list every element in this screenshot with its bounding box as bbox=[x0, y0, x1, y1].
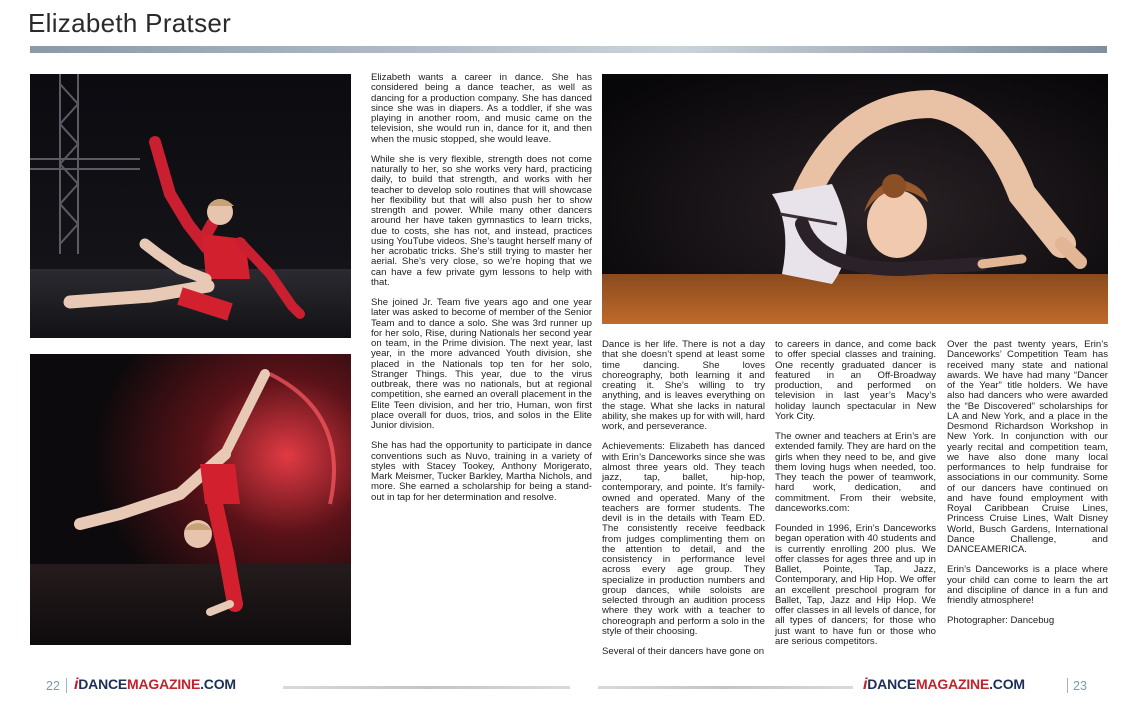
paragraph: The owner and teachers at Erin’s are extended family. They are hard on the girls when they need to be, and give them loving hugs when needed, too. They teach the power of teamwork, hard work, dedication, and commitment. From their website, danceworks.com: bbox=[775, 431, 936, 514]
paragraph: Several of their dancers have gone on bbox=[602, 646, 765, 657]
brand-com: .COM bbox=[200, 676, 236, 692]
brand-logo-left[interactable] bbox=[74, 676, 236, 694]
paragraph: Over the past twenty years, Erin’s Danceworks’ Competition Team has received many state and national awards. We have had many “Dancer of the Year” title holders. We have also had dancers who were awarded the “Be Discovered” scholarships for LA and New York, and a place in the Desmond Richardson Workshop in New York. In conjunction with our yearly recital and competition team, we have also done many local performances to help fundraise for associations in our community. Some of our dancers have continued on and have found employment with Royal Caribbean Cruise Lines, Princess Cruise Lines, Walt Disney World, Busch Gardens, International Dance Challenge, and DANCEAMERICA. bbox=[947, 339, 1108, 555]
brand-dance: DANCE bbox=[867, 676, 917, 692]
article-title: Elizabeth Pratser bbox=[28, 8, 232, 38]
article-column-4 bbox=[947, 340, 1108, 637]
paragraph: Photographer: Dancebug bbox=[947, 615, 1055, 627]
brand-magazine: MAGAZINE bbox=[127, 676, 201, 692]
page-number-left: 22 bbox=[46, 679, 60, 693]
paragraph: Founded in 1996, Erin’s Danceworks began operation with 40 students and is currently enrolling 200 plus. We offer classes for ages three and up in Ballet, Pointe, Tap, Jazz, Contemporary, and Hip Hop. We offer an excellent preschool program for Ballet, Tap, Jazz and Hip Hop. We offer classes in all levels of dance, for all types of dancers; for those who just want to have fun or those who are serious competitors. bbox=[775, 523, 936, 647]
footer-rule-left bbox=[283, 686, 570, 689]
page-number-right: 23 bbox=[1073, 679, 1087, 693]
brand-magazine: MAGAZINE bbox=[916, 676, 990, 692]
photo-dancer-floor-pose bbox=[30, 74, 351, 338]
brand-i: i bbox=[74, 676, 79, 693]
brand-dance: DANCE bbox=[78, 676, 128, 692]
brand-logo-right[interactable] bbox=[863, 676, 1025, 694]
footer-separator bbox=[1067, 678, 1068, 693]
paragraph: She has had the opportunity to participate in dance conventions such as Nuvo, training in a variety of styles with Stacey Tookey, Anthony Morigerato, Mark Meismer, Tucker Barkley, Martha Nichols, and more. She earned a scholarship for being a stand-out in tap for her determination and resolve. bbox=[371, 440, 592, 503]
article-column-3 bbox=[775, 340, 936, 657]
paragraph: Elizabeth wants a career in dance. She has considered being a dance teacher, as well as dancing for a production company. She has danced since she was in diapers. As a toddler, if she was playing in another room, and music came on the television, she would run in, dance for it, and then when the music stopped, she would leave. bbox=[371, 72, 592, 145]
title-divider bbox=[30, 46, 1107, 53]
paragraph: Erin’s Danceworks is a place where your child can come to learn the art and discipline of dance in a fun and friendly atmosphere! bbox=[947, 564, 1108, 606]
article-column-1 bbox=[371, 73, 592, 513]
paragraph: to careers in dance, and come back to offer special classes and training. One recently graduated dancer is featured in an Off-Broadway production, and performed on television in last year’s Macy’s holiday launch spectacular in New York City. bbox=[775, 339, 936, 422]
footer-rule-right bbox=[598, 686, 853, 689]
paragraph: Achievements: Elizabeth has danced with Erin’s Danceworks since she was almost three years old. They teach jazz, tap, ballet, hip-hop, contemporary, and pointe. It’s family-owned and operated. Many of the teachers are former students. The devil is in the details with Team ED. The consistently receive feedback from judges complimenting them on the attention to detail, and the consistency in performance level across every age group. They specialize in production numbers and group dances, while soloists are selected through an audition process where they work with a teacher to choreograph and perform a solo in the style of their choosing. bbox=[602, 441, 765, 637]
paragraph: While she is very flexible, strength does not come naturally to her, so she works very hard, practicing daily, to build that strength, and works with her teacher to develop solo routines that will showcase her flexibility but that will also push her to show strength and power. While many other dancers around her have taken gymnastics to learn tricks, due to costs, she has not, and instead, practices using YouTube videos. She’s taught herself many of her acrobatic tricks. She’s still trying to master her aerial. She’s very close, so we’re hoping that we can have a few private gym lessons to help with that. bbox=[371, 153, 592, 288]
footer-separator bbox=[66, 678, 67, 693]
article-column-2 bbox=[602, 340, 765, 667]
brand-com: .COM bbox=[989, 676, 1025, 692]
photo-dancer-contortion bbox=[602, 74, 1108, 324]
brand-i: i bbox=[863, 676, 868, 693]
photo-dancer-handstand bbox=[30, 354, 351, 645]
paragraph: She joined Jr. Team five years ago and one year later was asked to become of member of the Senior Team and to dance a solo. She was 3rd runner up for her solo, Rise, during Nationals her second year on team, in the Prime division. The next year, last year, in the more advanced Youth division, she placed in the Nationals top ten for her solo, Stranger Things. This year, due to the virus outbreak, there was no nationals, but at regional competition, she earned an overall placement in the Elite Teen division, and her trio, Human, won first place overall for duos, trios, and solos in the Elite Junior division. bbox=[371, 297, 592, 431]
paragraph: Dance is her life. There is not a day that she doesn’t spend at least some time dancing. She loves choreography, both learning it and creating it. She’s willing to try anything, and is leaves everything on the stage. What she lacks in natural ability, she makes up for with will, hard work, and perseverance. bbox=[602, 339, 765, 432]
